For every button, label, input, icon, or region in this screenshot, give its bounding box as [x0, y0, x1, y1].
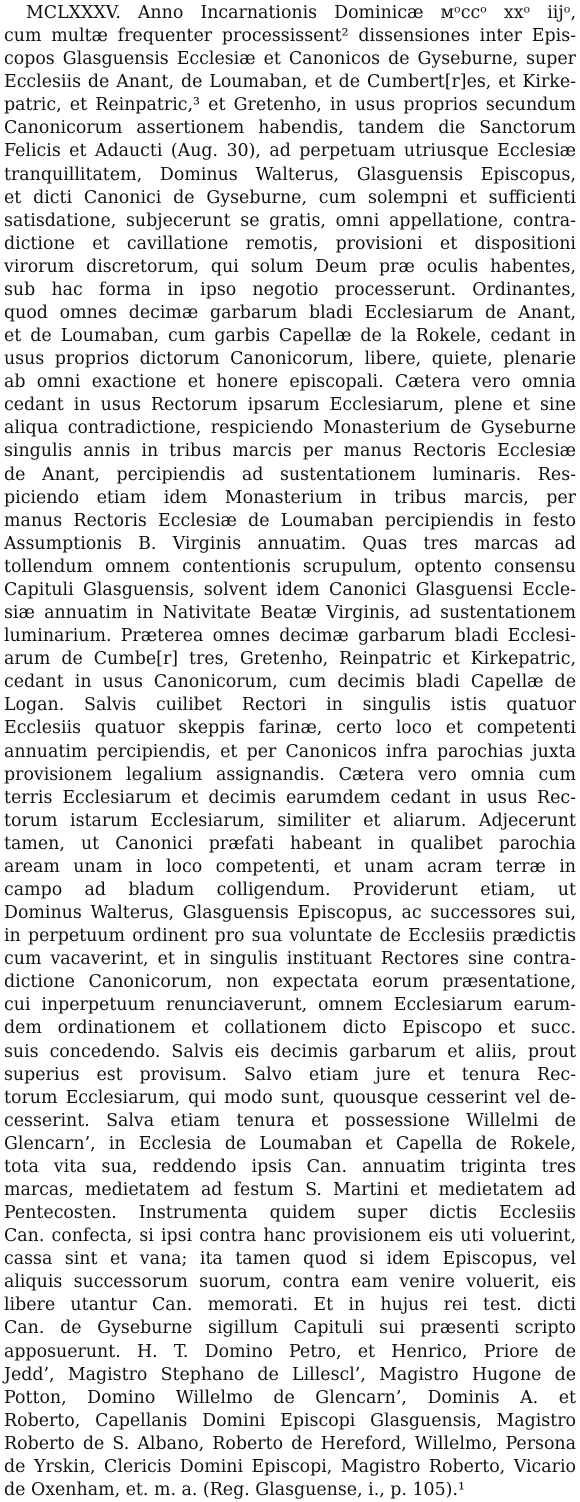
text-line: aream unam in loco competenti, et unam acram terræ in — [4, 856, 576, 877]
text-line: aliqua contradictione, respiciendo Monasterium de Gyseburne — [4, 418, 576, 439]
text-line: superius est provisum. Salvo etiam jure et tenura Rec- — [4, 1064, 576, 1085]
text-line: cui inperpetuum renunciaverunt, omnem Ecclesiarum earum- — [4, 995, 576, 1016]
text-line: Logan. Salvis cuilibet Rectori in singulis istis quatuor — [4, 695, 576, 716]
text-line: de Yrskin, Clericis Domini Episcopi, Magistro Roberto, Vicario — [4, 1456, 576, 1477]
text-line: Can. confecta, si ipsi contra hanc provisionem eis uti voluerint, — [4, 1226, 576, 1247]
text-line: apposuerunt. H. T. Domino Petro, et Henrico, Priore de — [4, 1341, 576, 1362]
text-line: luminarium. Præterea omnes decimæ garbarum bladi Ecclesi- — [4, 626, 576, 647]
text-line: Potton, Domino Willelmo de Glencarn’, Dominis A. et — [4, 1387, 576, 1408]
text-line: annuatim percipiendis, et per Canonicos infra parochias juxta — [4, 741, 576, 762]
text-line: Ecclesiis quatuor skeppis farinæ, certo loco et competenti — [4, 718, 576, 739]
text-line: Glencarn’, in Ecclesia de Loumaban et Capella de Rokele, — [4, 1133, 576, 1154]
text-line: libere utantur Can. memorati. Et in hujus rei test. dicti — [4, 1295, 576, 1316]
text-line: cum multæ frequenter processissent² dissensiones inter Epis- — [4, 26, 576, 47]
text-line: Assumptionis B. Virginis annuatim. Quas tres marcas ad — [4, 533, 576, 554]
text-line: de Oxenham, et. m. a. (Reg. Glasguense, i., p. 105).¹ — [4, 1480, 465, 1500]
text-line: tollendum omnem contentionis scrupulum, optento consensu — [4, 556, 576, 577]
text-line: cedant in usus Rectorum ipsarum Ecclesiarum, plene et sine — [4, 395, 576, 416]
text-line: tota vita sua, reddendo ipsis Can. annuatim triginta tres — [4, 1156, 576, 1177]
text-line: Can. de Gyseburne sigillum Capituli sui præsenti scripto — [4, 1318, 576, 1339]
text-line: campo ad bladum colligendum. Providerunt etiam, ut — [4, 879, 576, 900]
text-line: piciendo etiam idem Monasterium in tribus marcis, per — [4, 487, 576, 508]
text-line: torum Ecclesiarum, qui modo sunt, quousque cesserint vel de- — [4, 1087, 576, 1108]
text-line: torum istarum Ecclesiarum, similiter et aliarum. Adjecerunt — [4, 810, 576, 831]
text-line: dictione Canonicorum, non expectata eorum præsentatione, — [4, 972, 576, 993]
text-line: Ecclesiis de Anant, de Loumaban, et de Cumbert[r]es, et Kirke- — [4, 72, 576, 93]
text-line: satisdatione, subjecerunt se gratis, omni appellatione, contra- — [4, 210, 576, 231]
text-line: Capituli Glasguensis, solvent idem Canonici Glasguensi Eccle- — [4, 579, 576, 600]
text-line: et de Loumaban, cum garbis Capellæ de la Rokele, cedant in — [4, 326, 576, 347]
text-line: cassa sint et vana; ita tamen quod si idem Episcopus, vel — [4, 1249, 576, 1270]
text-line: provisionem legalium assignandis. Cætera vero omnia cum — [4, 764, 576, 785]
text-line: quod omnes decimæ garbarum bladi Ecclesiarum de Anant, — [4, 303, 576, 324]
text-line: ab omni exactione et honere episcopali. Cætera vero omnia — [4, 372, 576, 393]
text-line: cum vacaverint, et in singulis instituant Rectores sine contra- — [4, 949, 576, 970]
text-line: de Anant, percipiendis ad sustentationem luminaris. Res- — [4, 464, 576, 485]
text-line: suis concedendo. Salvis eis decimis garbarum et aliis, prout — [4, 1041, 576, 1062]
text-line: terris Ecclesiarum et decimis earumdem cedant in usus Rec- — [4, 787, 576, 808]
text-line: tranquillitatem, Dominus Walterus, Glasguensis Episcopus, — [4, 164, 576, 185]
text-line: marcas, medietatem ad festum S. Martini et medietatem ad — [4, 1179, 576, 1200]
text-line: usus proprios dictorum Canonicorum, libere, quiete, plenarie — [4, 349, 576, 370]
document-page — [4, 2, 576, 1502]
text-line: dem ordinationem et collationem dicto Episcopo et succ. — [4, 1018, 576, 1039]
text-line: arum de Cumbe[r] tres, Gretenho, Reinpatric et Kirkepatric, — [4, 649, 576, 670]
text-line: singulis annis in tribus marcis per manus Rectoris Ecclesiæ — [4, 441, 576, 462]
text-line: sub hac forma in ipso negotio processerunt. Ordinantes, — [4, 279, 576, 300]
text-line: Jedd’, Magistro Stephano de Lillescl’, Magistro Hugone de — [4, 1364, 576, 1385]
text-line: aliquis successorum suorum, contra eam venire voluerit, eis — [4, 1272, 576, 1293]
text-line: manus Rectoris Ecclesiæ de Loumaban percipiendis in festo — [4, 510, 576, 531]
text-line: tamen, ut Canonici præfati habeant in qualibet parochia — [4, 833, 576, 854]
text-line: cedant in usus Canonicorum, cum decimis bladi Capellæ de — [4, 672, 576, 693]
text-line: Felicis et Adaucti (Aug. 30), ad perpetuam utriusque Ecclesiæ — [4, 141, 576, 162]
text-line: dictione et cavillatione remotis, provisioni et dispositioni — [4, 233, 576, 254]
text-line: Roberto de S. Albano, Roberto de Hereford, Willelmo, Persona — [4, 1433, 576, 1454]
text-line: siæ annuatim in Nativitate Beatæ Virginis, ad sustentationem — [4, 603, 576, 624]
text-line: virorum discretorum, qui solum Deum præ oculis habentes, — [4, 256, 576, 277]
text-line: Pentecosten. Instrumenta quidem super dictis Ecclesiis — [4, 1203, 576, 1224]
text-line: copos Glasguensis Ecclesiæ et Canonicos de Gyseburne, super — [4, 49, 576, 70]
text-line: Dominus Walterus, Glasguensis Episcopus, ac successores sui, — [4, 903, 576, 924]
text-line: cesserint. Salva etiam tenura et possessione Willelmi de — [4, 1110, 576, 1131]
text-line: et dicti Canonici de Gyseburne, cum solempni et sufficienti — [4, 187, 576, 208]
text-line: in perpetuum ordinent pro sua voluntate de Ecclesiis prædictis — [4, 926, 576, 947]
text-line: patric, et Reinpatric,³ et Gretenho, in usus proprios secundum — [4, 95, 576, 116]
text-line: Roberto, Capellanis Domini Episcopi Glasguensis, Magistro — [4, 1410, 576, 1431]
text-line: Canonicorum assertionem habendis, tandem die Sanctorum — [4, 118, 576, 139]
entry-heading-line: MCLXXXV. Anno Incarnationis Dominicæ ᴍᵒccᵒ xxᵒ iijᵒ, — [26, 3, 576, 23]
